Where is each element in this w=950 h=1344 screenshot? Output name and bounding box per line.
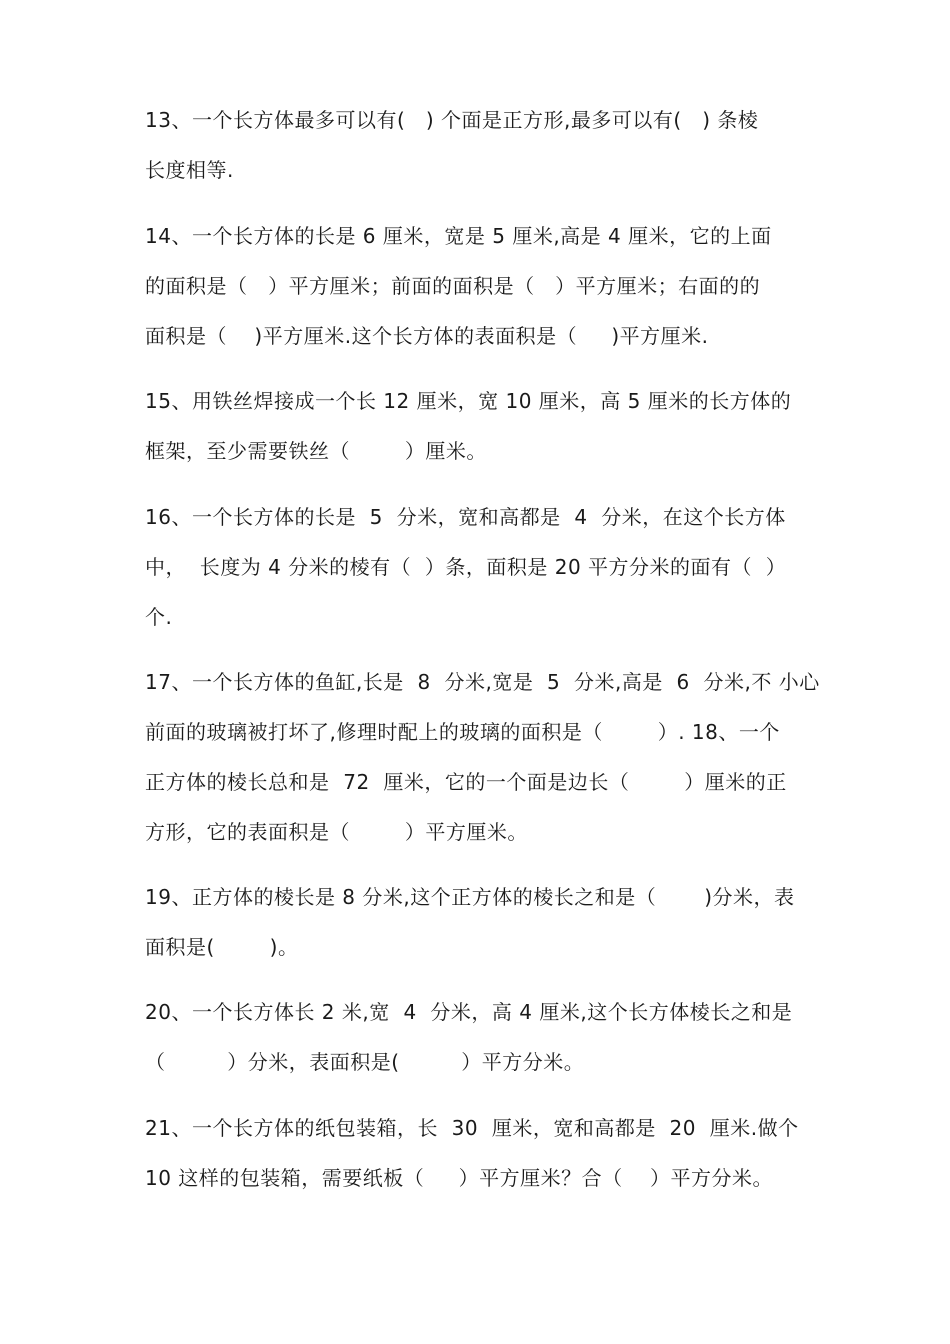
question-19-line-1: 19、正方体的棱长是 8 分米,这个正方体的棱长之和是（ )分米，表 [145,885,795,909]
question-16-line-3: 个. [145,605,173,629]
question-16-line-1: 16、一个长方体的长是 5 分米，宽和高都是 4 分米，在这个长方体 [145,505,786,529]
question-21-line-2: 10 这样的包装箱，需要纸板（ ）平方厘米？合（ ）平方分米。 [145,1166,774,1190]
question-14-line-3: 面积是（ )平方厘米.这个长方体的表面积是（ )平方厘米. [145,324,709,348]
question-17-line-2: 前面的玻璃被打坏了,修理时配上的玻璃的面积是（ ）. 18、一个 [145,720,780,744]
question-19-line-2: 面积是( )。 [145,935,299,959]
question-14-line-2: 的面积是（ ）平方厘米；前面的面积是（ ）平方厘米；右面的的 [145,274,761,298]
question-16-line-2: 中， 长度为 4 分米的棱有（ ）条，面积是 20 平方分米的面有（ ） [145,555,787,579]
question-18-line-2: 方形，它的表面积是（ ）平方厘米。 [145,820,528,844]
question-21-line-1: 21、一个长方体的纸包装箱，长 30 厘米，宽和高都是 20 厘米.做个 [145,1116,799,1140]
question-17-line-1: 17、一个长方体的鱼缸,长是 8 分米,宽是 5 分米,高是 6 分米,不 小心 [145,670,820,694]
question-13-line-1: 13、一个长方体最多可以有( ) 个面是正方形,最多可以有( ) 条棱 [145,108,759,132]
question-14-line-1: 14、一个长方体的长是 6 厘米，宽是 5 厘米,高是 4 厘米，它的上面 [145,224,772,248]
question-18-line-1: 正方体的棱长总和是 72 厘米，它的一个面是边长（ ）厘米的正 [145,770,787,794]
question-20-line-2: （ ）分米，表面积是( ）平方分米。 [145,1050,585,1074]
question-13-line-2: 长度相等. [145,158,234,182]
question-15-line-2: 框架，至少需要铁丝（ ）厘米。 [145,439,487,463]
question-20-line-1: 20、一个长方体长 2 米,宽 4 分米，高 4 厘米,这个长方体棱长之和是 [145,1000,793,1024]
question-15-line-1: 15、用铁丝焊接成一个长 12 厘米，宽 10 厘米，高 5 厘米的长方体的 [145,389,792,413]
